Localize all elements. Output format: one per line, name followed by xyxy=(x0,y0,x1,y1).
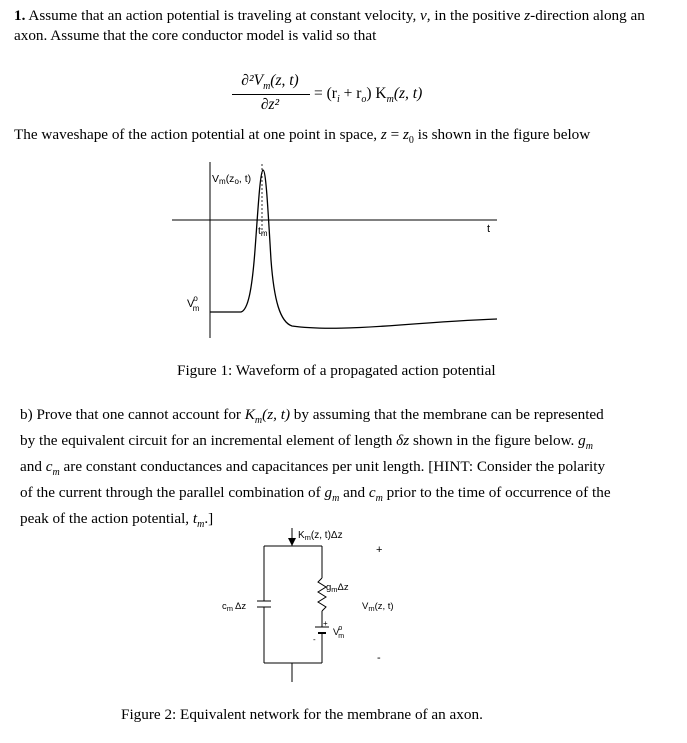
figure1-tm-label: tm xyxy=(258,225,268,238)
figure1-ylabel: Vm(zo, t) xyxy=(212,173,252,186)
figure2-g-label: $g_m\Delta z$ xyxy=(326,582,349,594)
equation-denominator: ∂z² xyxy=(260,96,280,113)
figure1-t-label: t xyxy=(487,223,491,235)
intro-z: z xyxy=(524,7,531,24)
fraction-bar xyxy=(232,94,310,95)
figure2-equivalent-circuit xyxy=(0,520,687,695)
intro-text-b: , in the positive xyxy=(426,7,525,24)
figure1-waveform xyxy=(210,170,497,328)
figure2-c-label: $c_m$ Δz xyxy=(222,601,247,613)
waveshape-sentence: The waveshape of the action potential at one point in space, $z = z_0$ is shown in the figure below xyxy=(14,126,591,147)
problem-intro xyxy=(14,6,679,46)
figure2-current-arrow xyxy=(288,538,296,546)
problem-number: 1. xyxy=(14,7,26,24)
figure2-battery-label: Vo m xyxy=(333,625,345,640)
equation-numerator: $\partial^2V_m(z$, t) xyxy=(241,72,299,93)
figure1-action-potential xyxy=(0,150,687,350)
intro-text-a: Assume that an action potential is traveling at constant velocity, xyxy=(28,7,421,24)
part-b-text: b) Prove that one cannot account for $K_m(z$, t) by assuming that the membrane can be represented by the equivalent circuit for an incremental element of length δz shown in the figure below. $g_m$ and $c_m$ are constant conductances and capacitances per unit length. [HINT: Consider the polarity of the current through the parallel combination of $g_m$ and $c_m$ prior to the time of occurrence of the peak of the action potential, $t_m$.] xyxy=(20,406,611,531)
intro-v: v xyxy=(420,7,427,24)
figure2-battery-minus: - xyxy=(313,635,316,644)
figure1-caption: Figure 1: Waveform of a propagated action potential xyxy=(177,362,496,379)
figure2-plus-terminal: + xyxy=(376,544,383,556)
figure2-caption: Figure 2: Equivalent network for the membrane of an axon. xyxy=(121,706,483,723)
figure2-battery-plus: + xyxy=(323,619,328,628)
figure2-resistor xyxy=(318,578,326,611)
figure2-v-label: $V_m(z$, t) xyxy=(362,601,394,613)
figure2-current-label: $K_m(z$, t)Δz xyxy=(298,530,343,542)
intro-text-c: -direction along an xyxy=(530,7,645,24)
figure2-minus-terminal: - xyxy=(377,652,381,664)
intro-line2: axon. Assume that the core conductor model is valid so that xyxy=(14,27,377,44)
equation-rhs: = $(r_i + r_o)$ $K_m(z$, t) xyxy=(314,85,423,106)
figure1-rest-label: Vo m xyxy=(187,294,200,313)
